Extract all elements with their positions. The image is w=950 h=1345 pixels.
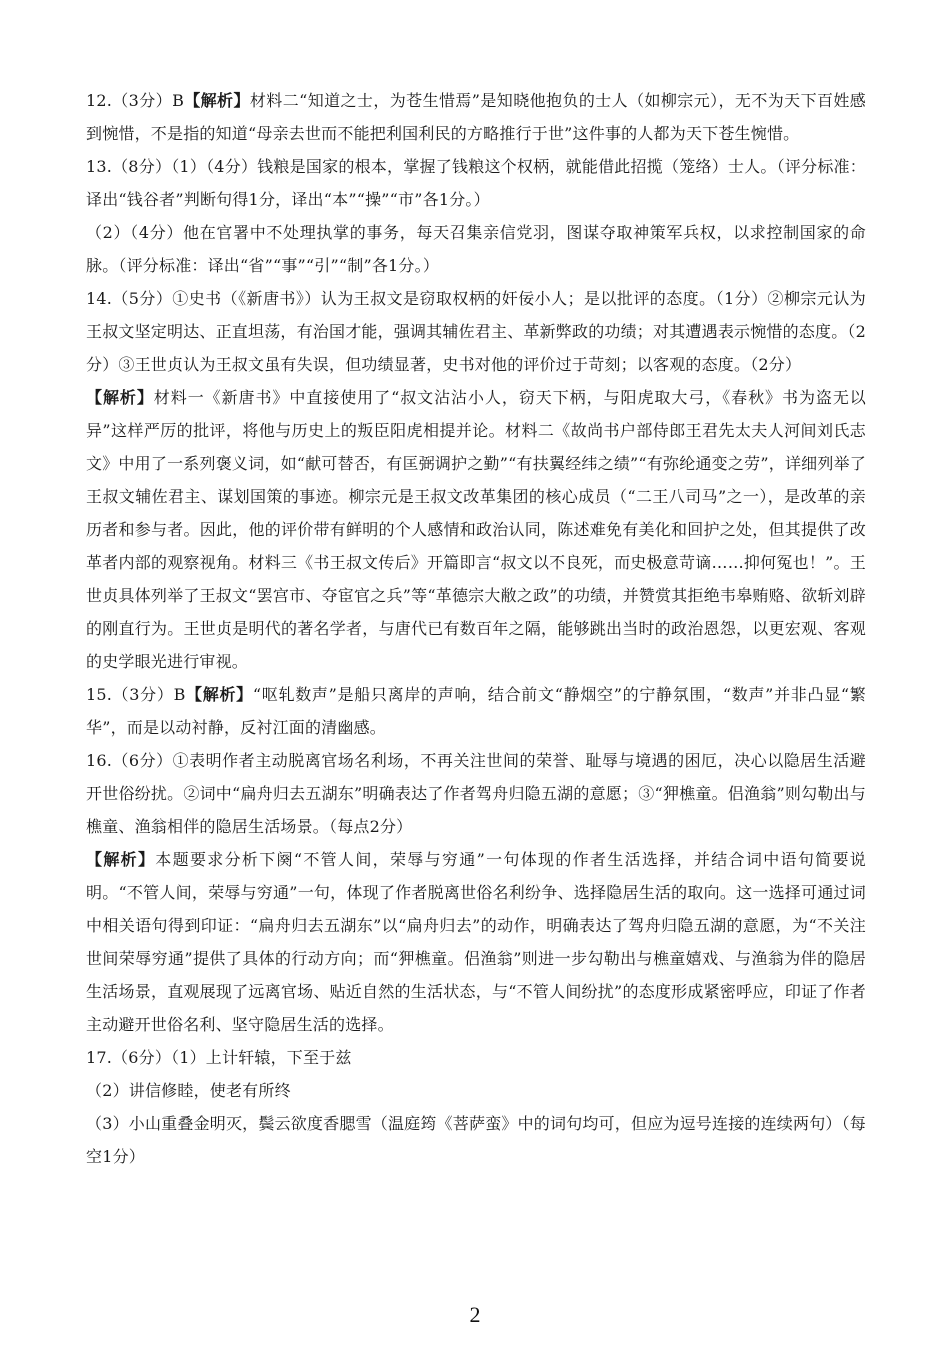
answer-17-3-text: （3）小山重叠金明灭，鬓云欲度香腮雪（温庭筠《菩萨蛮》中的词句均可，但应为逗号连接的连续两句）（每空1分） [86,1114,866,1166]
answer-17-2-text: （2）讲信修睦，使老有所终 [86,1081,291,1100]
analysis-label: 【解析】 [185,685,253,704]
analysis-label: 【解析】 [86,850,156,869]
answer-12 [86,84,866,150]
page-number: 2 [469,1302,481,1327]
answer-content [86,84,866,1173]
answer-16-analysis [86,843,866,1041]
answer-17-3 [86,1107,866,1173]
answer-13-1 [86,150,866,216]
answer-12-prefix: 12.（3分）B [86,91,185,110]
answer-14 [86,282,866,381]
answer-15-prefix: 15.（3分）B [86,685,186,704]
answer-15-text: “呕轧数声”是船只离岸的声响，结合前文“静烟空”的宁静氛围，“数声”并非凸显“繁华”，而是以动衬静，反衬江面的清幽感。 [86,685,866,737]
analysis-label: 【解析】 [184,91,250,110]
answer-16 [86,744,866,843]
answer-13-1-text: 13.（8分）（1）（4分）钱粮是国家的根本，掌握了钱粮这个权柄，就能借此招揽（笼络）士人。（评分标准：译出“钱谷者”判断句得1分，译出“本”“操”“市”各1分。） [86,157,866,209]
answer-12-text: 材料二“知道之士，为苍生惜焉”是知晓他抱负的士人（如柳宗元），无不为天下百姓感到惋惜，不是指的知道“母亲去世而不能把利国利民的方略推行于世”这件事的人都为天下苍生惋惜。 [86,91,866,143]
answer-14-text: 14.（5分）①史书（《新唐书》）认为王叔文是窃取权柄的奸佞小人；是以批评的态度。（1分）②柳宗元认为王叔文坚定明达、正直坦荡，有治国才能，强调其辅佐君主、革新弊政的功绩；对其遭遇表示惋惜的态度。（2分）③王世贞认为王叔文虽有失误，但功绩显著，史书对他的评价过于苛刻；以客观的态度。（2分） [86,289,866,374]
answer-16-text: 16.（6分）①表明作者主动脱离官场名利场，不再关注世间的荣誉、耻辱与境遇的困厄，决心以隐居生活避开世俗纷扰。②词中“扁舟归去五湖东”明确表达了作者驾舟归隐五湖的意愿；③“狎樵童。侣渔翁”则勾勒出与樵童、渔翁相伴的隐居生活场景。（每点2分） [86,751,866,836]
answer-14-analysis-text: 材料一《新唐书》中直接使用了“叔文沾沾小人，窃天下柄，与阳虎取大弓，《春秋》书为盗无以异”这样严厉的批评，将他与历史上的叛臣阳虎相提并论。材料二《故尚书户部侍郎王君先太夫人河间刘氏志文》中用了一系列褒义词，如“献可替否，有匡弼调护之勤”“有扶翼经纬之绩”“有弥纶通变之劳”，详细列举了王叔文辅佐君主、谋划国策的事迹。柳宗元是王叔文改革集团的核心成员（“二王八司马”之一），是改革的亲历者和参与者。因此，他的评价带有鲜明的个人感情和政治认同，陈述难免有美化和回护之处，但其提供了改革者内部的观察视角。材料三《书王叔文传后》开篇即言“叔文以不良死，而史极意苛谪……抑何冤也！”。王世贞具体列举了王叔文“罢宫市、夺宦官之兵”等“革德宗大敝之政”的功绩，并赞赏其拒绝韦皋贿赂、欲斩刘辟的刚直行为。王世贞是明代的著名学者，与唐代已有数百年之隔，能够跳出当时的政治恩怨，以更宏观、客观的史学眼光进行审视。 [86,388,866,671]
answer-13-2 [86,216,866,282]
analysis-label: 【解析】 [86,388,154,407]
answer-15 [86,678,866,744]
answer-17-1 [86,1041,866,1074]
answer-17-1-text: 17.（6分）（1）上计轩辕，下至于兹 [86,1048,352,1067]
answer-17-2 [86,1074,866,1107]
answer-13-2-text: （2）（4分）他在官署中不处理执掌的事务，每天召集亲信党羽，图谋夺取神策军兵权，以求控制国家的命脉。（评分标准：译出“省”“事”“引”“制”各1分。） [86,223,866,275]
answer-14-analysis [86,381,866,678]
answer-16-analysis-text: 本题要求分析下阕“不管人间，荣辱与穷通”一句体现的作者生活选择，并结合词中语句简要说明。“不管人间，荣辱与穷通”一句，体现了作者脱离世俗名利纷争、选择隐居生活的取向。这一选择可通过词中相关语句得到印证：“扁舟归去五湖东”以“扁舟归去”的动作，明确表达了驾舟归隐五湖的意愿，为“不关注世间荣辱穷通”提供了具体的行动方向；而“狎樵童。侣渔翁”则进一步勾勒出与樵童嬉戏、与渔翁为伴的隐居生活场景，直观展现了远离官场、贴近自然的生活状态，与“不管人间纷扰”的态度形成紧密呼应，印证了作者主动避开世俗名利、坚守隐居生活的选择。 [86,850,866,1034]
